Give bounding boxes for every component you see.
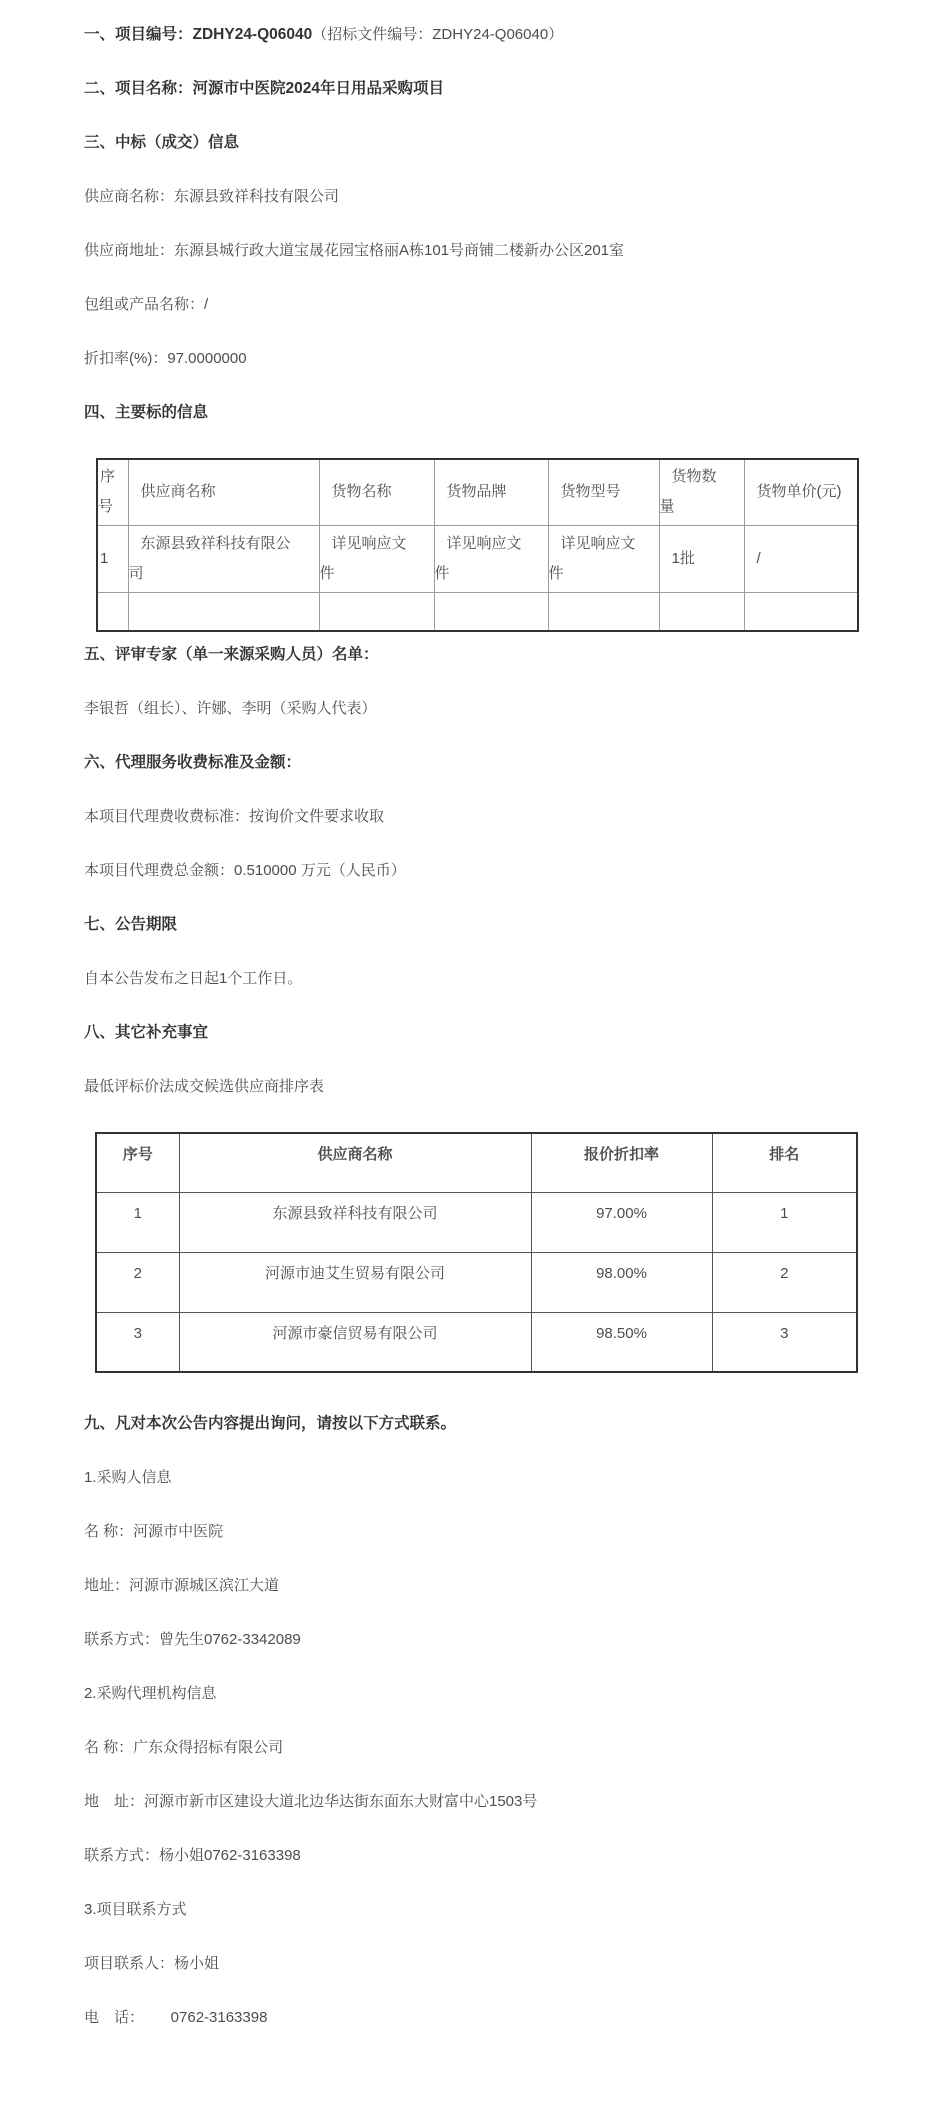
ranking-cell-discount: 97.00% [531, 1192, 712, 1252]
agency-contact-line: 联系方式：杨小姐0762-3163398 [84, 1847, 301, 1864]
ranking-cell-discount: 98.50% [531, 1312, 712, 1372]
section-announcement-period-heading: 七、公告期限 [84, 916, 178, 933]
project-contact-heading: 3.项目联系方式 [84, 1901, 187, 1918]
main-table-empty-cell [434, 592, 548, 631]
main-table-cell-supplier: 东源县致祥科技有限公司 [128, 525, 319, 592]
main-table-row [97, 525, 858, 592]
main-table-empty-cell [548, 592, 659, 631]
section-agency-fee-heading: 六、代理服务收费标准及金额： [84, 754, 302, 771]
announcement-period-line: 自本公告发布之日起1个工作日。 [84, 970, 303, 987]
project-number-bold: 一、项目编号：ZDHY24-Q06040 [84, 26, 313, 43]
main-table-cell-goods-price: / [744, 525, 858, 592]
tender-doc-number: （招标文件编号：ZDHY24-Q06040） [312, 26, 564, 43]
main-table-empty-cell [659, 592, 744, 631]
main-table-cell-goods-model: 详见响应文件 [548, 525, 659, 592]
main-table-header-row [97, 459, 858, 525]
ranking-cell-supplier: 东源县致祥科技有限公司 [179, 1192, 531, 1252]
main-table-header-goods-name: 货物名称 [319, 459, 434, 525]
ranking-table [95, 1132, 858, 1373]
section-project-name: 二、项目名称：河源市中医院2024年日用品采购项目 [84, 80, 444, 97]
ranking-table-row [96, 1312, 857, 1372]
section-main-items-heading: 四、主要标的信息 [84, 404, 209, 421]
main-table-header-goods-brand: 货物品牌 [434, 459, 548, 525]
main-table-header-goods-qty: 货物数量 [659, 459, 744, 525]
ranking-cell-discount: 98.00% [531, 1252, 712, 1312]
section-award-info-heading: 三、中标（成交）信息 [84, 134, 240, 151]
main-table-empty-cell [97, 592, 128, 631]
purchaser-contact-line: 联系方式：曾先生0762-3342089 [84, 1631, 301, 1648]
main-table-cell-goods-qty: 1批 [659, 525, 744, 592]
purchaser-name-line: 名 称：河源市中医院 [84, 1523, 224, 1540]
purchaser-address-line: 地址：河源市源城区滨江大道 [84, 1577, 280, 1594]
main-items-table [96, 458, 859, 632]
main-table-empty-cell [319, 592, 434, 631]
main-table-cell-goods-name: 详见响应文件 [319, 525, 434, 592]
ranking-cell-seq: 2 [96, 1252, 179, 1312]
ranking-cell-supplier: 河源市豪信贸易有限公司 [179, 1312, 531, 1372]
project-phone-line: 电 话： 0762-3163398 [84, 2009, 268, 2026]
ranking-cell-rank: 1 [712, 1192, 857, 1252]
main-table-header-goods-model: 货物型号 [548, 459, 659, 525]
supplier-address-line: 供应商地址：东源县城行政大道宝晟花园宝格丽A栋101号商铺二楼新办公区201室 [84, 242, 625, 259]
section-inquiry-heading: 九、凡对本次公告内容提出询问，请按以下方式联系。 [84, 1415, 457, 1432]
ranking-header-supplier: 供应商名称 [179, 1133, 531, 1192]
ranking-table-header-row [96, 1133, 857, 1192]
main-table-header-supplier: 供应商名称 [128, 459, 319, 525]
ranking-cell-seq: 1 [96, 1192, 179, 1252]
experts-list-line: 李银哲（组长）、许娜、李明（采购人代表） [84, 700, 377, 717]
project-contact-person-line: 项目联系人：杨小姐 [84, 1955, 220, 1972]
ranking-table-row [96, 1252, 857, 1312]
ranking-table-caption: 最低评标价法成交候选供应商排序表 [84, 1078, 325, 1095]
main-table-cell-seq: 1 [97, 525, 128, 592]
package-name-line: 包组或产品名称：/ [84, 296, 209, 313]
agency-fee-standard-line: 本项目代理费收费标准：按询价文件要求收取 [84, 808, 385, 825]
main-table-header-seq: 序号 [97, 459, 128, 525]
ranking-table-row [96, 1192, 857, 1252]
discount-rate-line: 折扣率(%)：97.0000000 [84, 350, 247, 367]
ranking-cell-seq: 3 [96, 1312, 179, 1372]
ranking-header-rank: 排名 [712, 1133, 857, 1192]
main-table-empty-row [97, 592, 858, 631]
agency-address-line: 地 址：河源市新市区建设大道北边华达街东面东大财富中心1503号 [84, 1793, 538, 1810]
purchaser-info-heading: 1.采购人信息 [84, 1469, 172, 1486]
ranking-cell-rank: 3 [712, 1312, 857, 1372]
agency-fee-total-line: 本项目代理费总金额：0.510000 万元（人民币） [84, 862, 406, 879]
main-table-empty-cell [128, 592, 319, 631]
ranking-header-seq: 序号 [96, 1133, 179, 1192]
ranking-cell-rank: 2 [712, 1252, 857, 1312]
section-project-number [84, 26, 895, 43]
ranking-cell-supplier: 河源市迪艾生贸易有限公司 [179, 1252, 531, 1312]
main-table-cell-goods-brand: 详见响应文件 [434, 525, 548, 592]
main-table-empty-cell [744, 592, 858, 631]
agency-info-heading: 2.采购代理机构信息 [84, 1685, 217, 1702]
ranking-header-discount: 报价折扣率 [531, 1133, 712, 1192]
supplier-name-line: 供应商名称：东源县致祥科技有限公司 [84, 188, 340, 205]
section-experts-heading: 五、评审专家（单一来源采购人员）名单： [84, 646, 379, 663]
section-other-matters-heading: 八、其它补充事宜 [84, 1024, 209, 1041]
main-table-header-goods-price: 货物单价(元) [744, 459, 858, 525]
agency-name-line: 名 称：广东众得招标有限公司 [84, 1739, 284, 1756]
